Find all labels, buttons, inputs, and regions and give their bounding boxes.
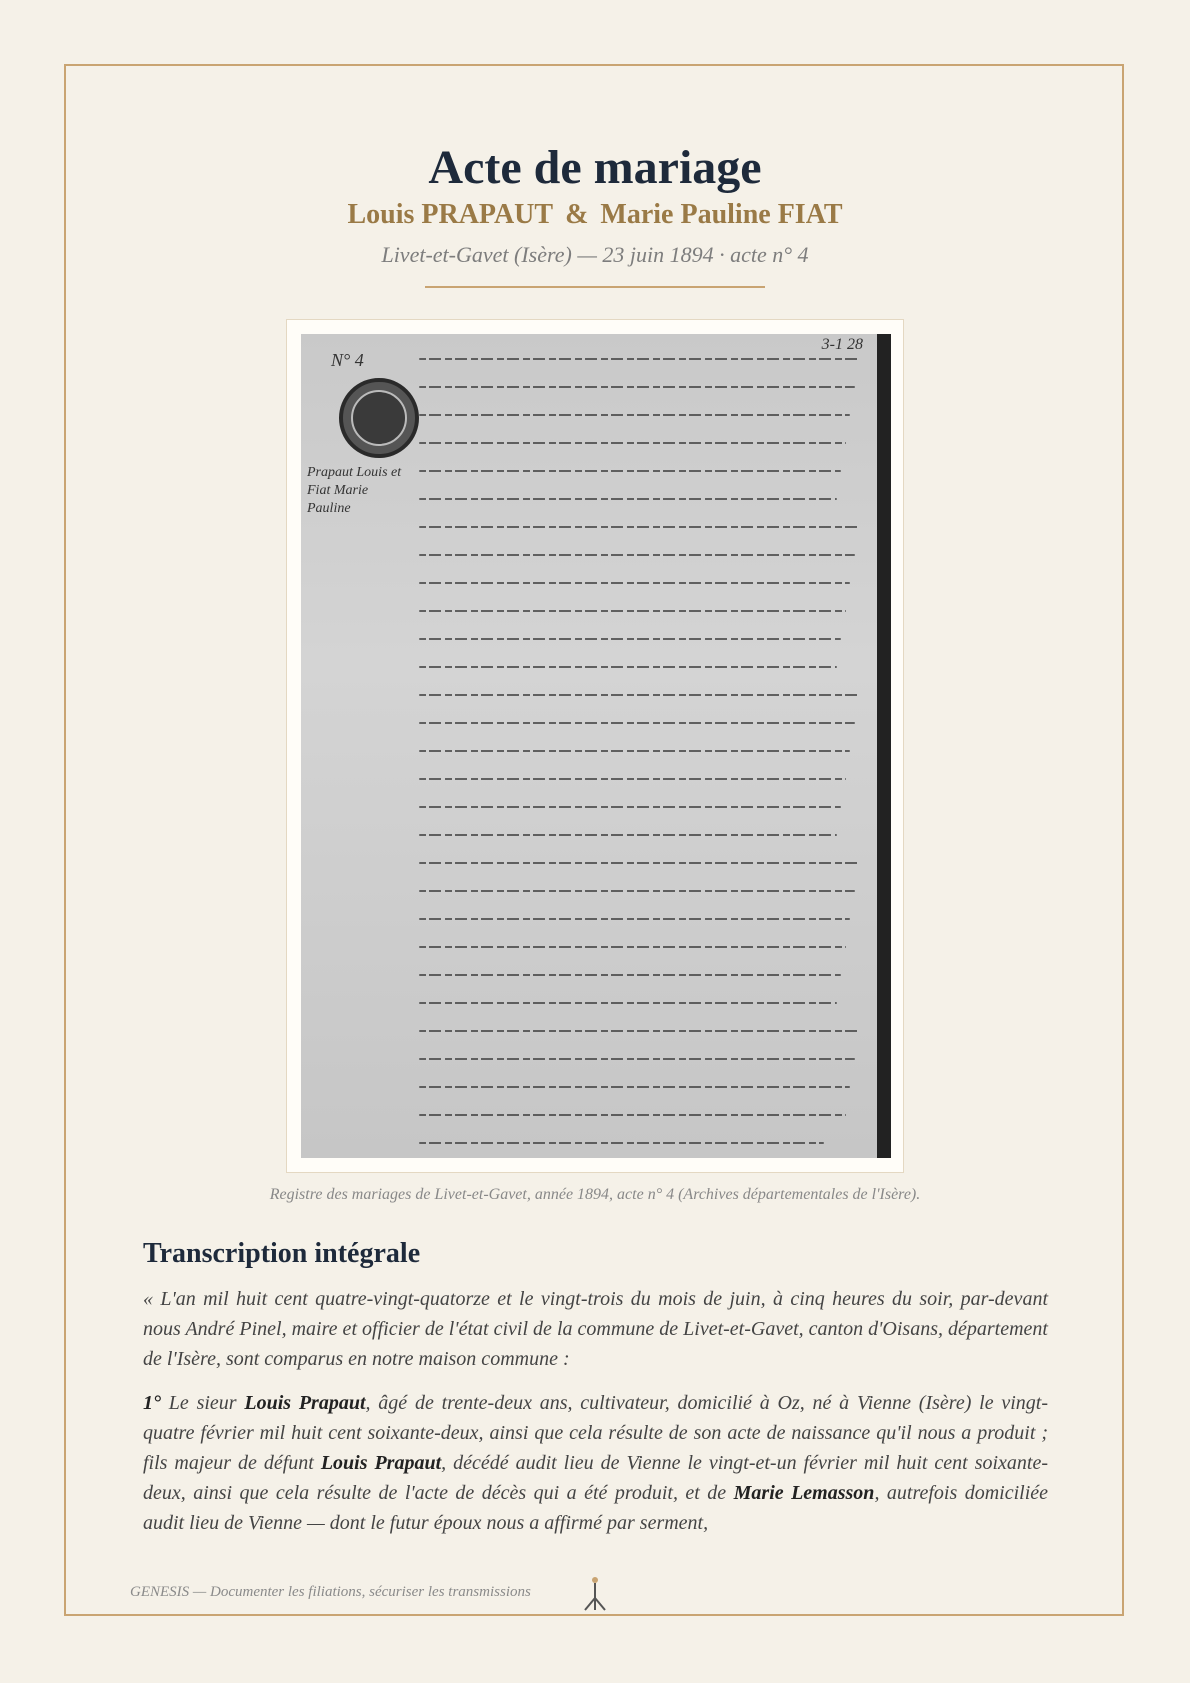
register-scan-image [301,334,891,1158]
ampersand: & [565,199,589,230]
handwritten-line [419,554,855,556]
handwritten-line [419,918,850,920]
paragraph-number: 1° [143,1392,161,1414]
bride-name: Marie Pauline FIAT [600,199,843,230]
handwritten-line [419,862,859,864]
handwritten-line [419,386,855,388]
handwritten-line [419,1114,846,1116]
handwritten-line [419,1058,855,1060]
family-tree-icon [580,1576,610,1612]
handwritten-line [419,442,846,444]
footer-tagline: GENESIS — Documenter les filiations, sécuriser les transmissions [130,1584,531,1600]
groom-name-ref: Louis Prapaut [244,1392,366,1414]
handwritten-line [419,1086,850,1088]
register-scan-figure [286,319,904,1173]
handwritten-line [419,666,837,668]
handwritten-line [419,610,846,612]
handwritten-line [419,414,850,416]
handwritten-line [419,806,841,808]
transcription-title: Transcription intégrale [143,1238,421,1269]
handwritten-line [419,694,859,696]
handwritten-line [419,778,846,780]
transcription-paragraph-1: « L'an mil huit cent quatre-vingt-quatorze et le vingt-trois du mois de juin, à cinq heures du soir, par-devant nous André Pinel, maire et officier de l'état civil de la commune de Livet-et-Gavet, canton d'Oisans, département de l'Isère, sont comparus en notre maison commune : [143,1288,1048,1370]
scan-binding-edge [877,334,891,1158]
handwritten-line [419,1030,859,1032]
handwritten-line [419,638,841,640]
scan-page-number: 3-1 28 [821,336,863,353]
handwritten-line [419,582,850,584]
groom-name: Louis PRAPAUT [347,199,554,230]
spouses-names [0,198,1190,232]
handwritten-line [419,470,841,472]
act-meta: Livet-et-Gavet (Isère) — 23 juin 1894 · acte n° 4 [381,242,809,267]
handwritten-line [419,834,837,836]
republic-seal-icon [339,378,419,458]
handwritten-line [419,1142,824,1144]
header-divider [425,286,765,288]
handwritten-line [419,974,841,976]
groom-mother-name: Marie Lemasson [733,1482,875,1504]
handwritten-line [419,358,859,360]
handwritten-line [419,498,837,500]
handwritten-line [419,722,855,724]
handwritten-lines [419,358,859,1158]
handwritten-line [419,1002,837,1004]
handwritten-line [419,526,859,528]
scan-act-number: N° 4 [331,350,364,370]
handwritten-line [419,946,846,948]
scan-margin-note: Prapaut Louis et Fiat Marie Pauline [307,465,402,516]
figure-caption: Registre des mariages de Livet-et-Gavet, année 1894, acte n° 4 (Archives départementales de l'Isère). [269,1186,921,1203]
transcription-paragraph-2: 1° Le sieur Louis Prapaut, âgé de trente-deux ans, cultivateur, domicilié à Oz, né à Vienne (Isère) le vingt-quatre février mil huit cent soixante-deux, ainsi que cela résulte de son acte de naissance qu'il nous a produit ; fils majeur de défunt Louis Prapaut, décédé audit lieu de Vienne le vingt-et-un février mil huit cent soixante-deux, ainsi que cela résulte de l'acte de décès qui a été produit, et de Marie Lemasson, autrefois domiciliée audit lieu de Vienne — dont le futur époux nous a affirmé par serment, [143,1392,1049,1534]
transcription-section [143,1236,1048,1552]
groom-father-name: Louis Prapaut [320,1452,442,1474]
page-title: Acte de mariage [428,141,762,194]
handwritten-line [419,890,855,892]
document-header [0,140,1190,288]
handwritten-line [419,750,850,752]
